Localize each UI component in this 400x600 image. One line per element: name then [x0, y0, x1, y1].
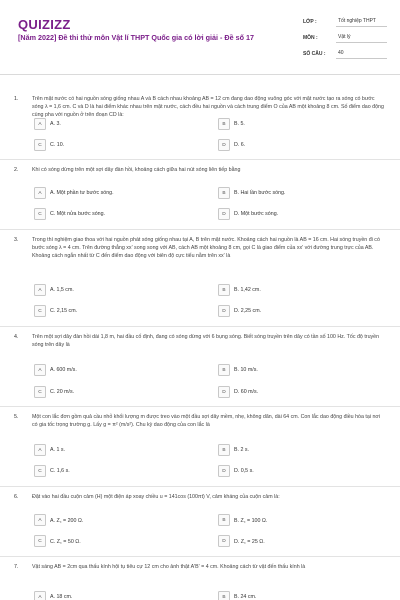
- option-letter-box: D: [218, 465, 230, 477]
- option-text: D. Z꜀ = 25 Ω.: [234, 539, 265, 545]
- header-divider: [0, 74, 400, 75]
- option-letter-box: C: [34, 535, 46, 547]
- option-text: C. 2,15 cm.: [50, 308, 78, 314]
- option-text: B. 10 m/s.: [234, 367, 258, 373]
- question-text: Trong thí nghiệm giao thoa với hai nguồn phát sóng giống nhau tại A, B trên mặt nước. Khoảng cách hai nguồn là AB = 16 cm. Hai sóng truyền đi có bước sóng λ = 4 cm. Trên đường thẳng xx' song song với AB, cách AB một khoảng 8 cm, gọi C là giao điểm của xx' với đường trung trực của AB. Khoảng cách ngắn nhất từ C đến điểm dao động với biên độ cực tiểu nằm trên xx' là: [32, 237, 380, 259]
- meta-key: LỚP :: [303, 19, 317, 25]
- option-letter-box: A: [34, 591, 46, 600]
- question-number: 5.: [14, 414, 19, 420]
- option-d[interactable]: [218, 465, 254, 477]
- question-number: 4.: [14, 334, 19, 340]
- option-text: C. Z꜀ = 50 Ω.: [50, 539, 81, 545]
- option-text: D. 60 m/s.: [234, 389, 259, 395]
- meta-value: Vật lý: [336, 34, 387, 43]
- option-a[interactable]: [34, 514, 83, 526]
- option-text: A. 600 m/s.: [50, 367, 77, 373]
- option-letter-box: D: [218, 208, 230, 220]
- option-letter-box: A: [34, 118, 46, 130]
- question-divider: [0, 326, 400, 327]
- option-text: C. Một nửa bước sóng.: [50, 211, 106, 217]
- option-b[interactable]: [218, 284, 261, 296]
- option-c[interactable]: [34, 305, 77, 317]
- option-letter-box: B: [218, 444, 230, 456]
- option-a[interactable]: [34, 187, 114, 199]
- option-text: C. 10.: [50, 142, 65, 148]
- option-b[interactable]: [218, 118, 245, 130]
- option-a[interactable]: [34, 444, 65, 456]
- option-letter-box: A: [34, 187, 46, 199]
- meta-key: MÔN :: [303, 35, 318, 41]
- question-divider: [0, 556, 400, 557]
- option-d[interactable]: [218, 386, 258, 398]
- option-text: A. 3.: [50, 121, 61, 127]
- option-text: A. Z꜀ = 200 Ω.: [50, 518, 84, 524]
- option-a[interactable]: [34, 284, 74, 296]
- question-number: 3.: [14, 237, 19, 243]
- question-text: Đặt vào hai đầu cuộn cảm (H) một điện áp xoay chiều u = 141cos (100πt) V, cảm kháng của cuộn cảm là:: [32, 494, 280, 500]
- option-letter-box: A: [34, 364, 46, 376]
- option-letter-box: B: [218, 364, 230, 376]
- option-letter-box: C: [34, 465, 46, 477]
- option-text: B. Hai lần bước sóng.: [234, 190, 286, 196]
- option-text: B. 1,42 cm.: [234, 287, 261, 293]
- option-text: A. 1,5 cm.: [50, 287, 74, 293]
- question-divider: [0, 486, 400, 487]
- option-text: A. Một phần tư bước sóng.: [50, 190, 114, 196]
- option-letter-box: D: [218, 386, 230, 398]
- option-text: C. 20 m/s.: [50, 389, 75, 395]
- quizizz-logo: QUIZIZZ: [18, 17, 71, 32]
- option-letter-box: A: [34, 444, 46, 456]
- option-b[interactable]: [218, 514, 267, 526]
- option-a[interactable]: [34, 591, 72, 600]
- option-c[interactable]: [34, 386, 74, 398]
- worksheet-meta: [303, 15, 387, 63]
- option-text: B. 24 cm.: [234, 594, 257, 600]
- option-b[interactable]: [218, 444, 249, 456]
- option-letter-box: A: [34, 514, 46, 526]
- option-d[interactable]: [218, 139, 245, 151]
- question-number: 2.: [14, 167, 19, 173]
- meta-row-count: [303, 47, 387, 61]
- option-b[interactable]: [218, 591, 256, 600]
- option-text: A. 1 s.: [50, 447, 66, 453]
- worksheet-header: [0, 0, 400, 70]
- option-c[interactable]: [34, 139, 64, 151]
- meta-row-class: [303, 15, 387, 29]
- option-letter-box: C: [34, 305, 46, 317]
- option-letter-box: B: [218, 284, 230, 296]
- option-letter-box: A: [34, 284, 46, 296]
- question-divider: [0, 406, 400, 407]
- question-text: Vật sáng AB = 2cm qua thấu kính hội tụ tiêu cự 12 cm cho ảnh thật A'B' = 4 cm. Khoảng cách từ vật đến thấu kính là: [32, 564, 306, 570]
- question-text: Khi có sóng dừng trên một sợi dây đàn hồi, khoảng cách giữa hai nút sóng liên tiếp bằng: [32, 167, 241, 173]
- option-letter-box: B: [218, 118, 230, 130]
- option-text: B. 5.: [234, 121, 245, 127]
- question-text: Một con lắc đơn gồm quả cầu nhỏ khối lượng m được treo vào một đầu sợi dây mềm, nhẹ, không dãn, dài 64 cm. Con lắc dao động điều hòa tại nơi có gia tốc trọng trường g. Lấy g = π² (m/s²). Chu kỳ dao động của con lắc là: [32, 414, 381, 428]
- option-c[interactable]: [34, 465, 70, 477]
- option-letter-box: B: [218, 591, 230, 600]
- option-letter-box: D: [218, 535, 230, 547]
- meta-key: SỐ CÂU :: [303, 51, 326, 57]
- worksheet-title: [Năm 2022] Đề thi thử môn Vật lí THPT Quốc gia có lời giải - Đề số 17: [18, 33, 254, 42]
- option-d[interactable]: [218, 305, 261, 317]
- question-divider: [0, 159, 400, 160]
- question-divider: [0, 229, 400, 230]
- option-c[interactable]: [34, 208, 105, 220]
- option-letter-box: C: [34, 386, 46, 398]
- option-letter-box: C: [34, 208, 46, 220]
- option-text: D. Một bước sóng.: [234, 211, 279, 217]
- question-text: Trên một sợi dây đàn hồi dài 1,8 m, hai đầu cố định, đang có sóng dừng với 6 bụng sóng. Biết sóng truyền trên dây có tần số 100 Hz. Tốc độ truyền sóng trên dây là: [32, 334, 380, 348]
- option-letter-box: D: [218, 139, 230, 151]
- option-a[interactable]: [34, 118, 61, 130]
- option-text: D. 0,5 s.: [234, 468, 254, 474]
- question-number: 6.: [14, 494, 19, 500]
- option-text: D. 2,25 cm.: [234, 308, 262, 314]
- option-b[interactable]: [218, 364, 258, 376]
- option-letter-box: B: [218, 514, 230, 526]
- option-letter-box: C: [34, 139, 46, 151]
- option-text: B. 2 s.: [234, 447, 250, 453]
- meta-row-subject: [303, 31, 387, 45]
- option-text: C. 1,6 s.: [50, 468, 70, 474]
- option-d[interactable]: [218, 535, 265, 547]
- option-b[interactable]: [218, 187, 285, 199]
- question-number: 1.: [14, 96, 19, 102]
- option-letter-box: B: [218, 187, 230, 199]
- meta-value: 40: [336, 50, 387, 59]
- option-d[interactable]: [218, 208, 278, 220]
- option-text: B. Z꜀ = 100 Ω.: [234, 518, 268, 524]
- question-number: 7.: [14, 564, 19, 570]
- option-text: D. 6.: [234, 142, 246, 148]
- question-text: Trên mặt nước có hai nguồn sóng giống nhau A và B cách nhau khoảng AB = 12 cm đang dao động vuông góc với mặt nước tạo ra sóng có bước sóng λ = 1,6 cm. C và D là hai điểm khác nhau trên mặt nước, cách đều hai nguồn và cách trung điểm O của AB một khoảng 8 cm. Số điểm dao động cùng pha với nguồn ở trên đoạn CD là:: [32, 96, 384, 118]
- option-text: A. 18 cm.: [50, 594, 73, 600]
- option-letter-box: D: [218, 305, 230, 317]
- meta-value: Tốt nghiệp THPT: [336, 18, 387, 27]
- option-a[interactable]: [34, 364, 77, 376]
- option-c[interactable]: [34, 535, 81, 547]
